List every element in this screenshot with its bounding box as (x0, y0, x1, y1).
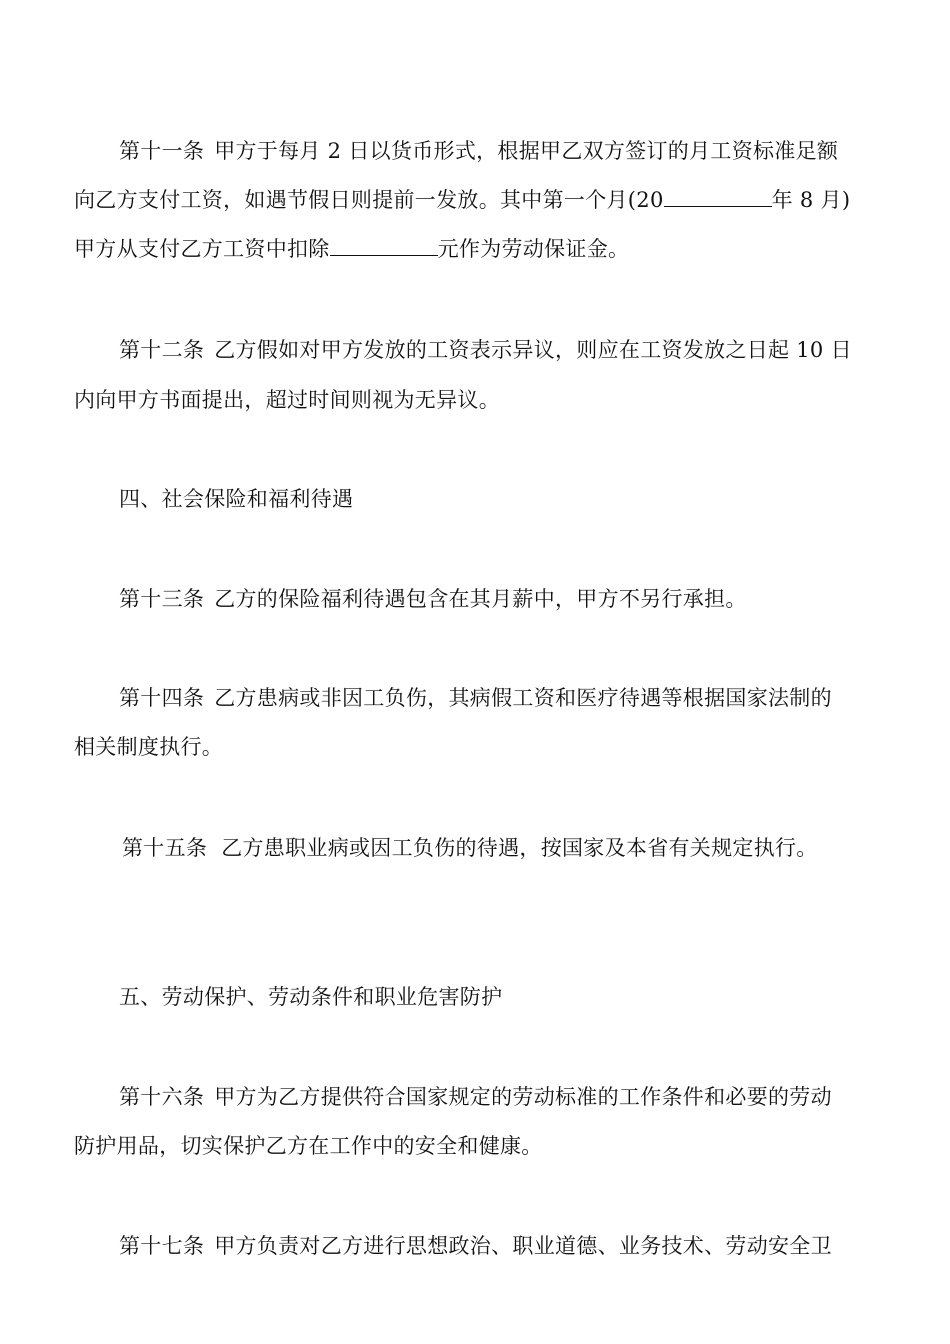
article-17-line-1 (119, 1231, 880, 1261)
article-16-line-1 (119, 1082, 880, 1112)
article-16-text-2: 防护用品，切实保护乙方在工作中的安全和健康。 (74, 1134, 543, 1158)
article-14-line-1 (119, 683, 880, 713)
article-11-line-3 (74, 234, 880, 264)
article-12-text-2: 内向甲方书面提出，超过时间则视为无异议。 (74, 388, 500, 412)
article-12-line-2 (74, 385, 880, 415)
article-14-text-1: 乙方患病或非因工负伤，其病假工资和医疗待遇等根据国家法制的 (214, 686, 832, 710)
article-12-text-1: 乙方假如对甲方发放的工资表示异议，则应在工资发放之日起 10 日 (214, 338, 852, 362)
article-12-label: 第十二条 (119, 338, 205, 362)
section-4-heading (119, 484, 880, 514)
section-4-title: 四、社会保险和福利待遇 (119, 487, 354, 511)
article-16-line-2 (74, 1131, 880, 1161)
article-13-label: 第十三条 (119, 587, 205, 611)
year-blank-field[interactable] (664, 186, 772, 207)
article-11-label: 第十一条 (119, 139, 205, 163)
article-14-line-2 (74, 732, 880, 762)
section-5-title: 五、劳动保护、劳动条件和职业危害防护 (119, 985, 503, 1009)
article-13-line (119, 584, 880, 614)
deposit-amount-blank-field[interactable] (330, 235, 438, 256)
article-17-label: 第十七条 (119, 1234, 205, 1258)
article-11-text-3a: 甲方从支付乙方工资中扣除 (74, 237, 330, 261)
article-11-text-2b: 年 8 月) (771, 188, 851, 212)
article-13-text: 乙方的保险福利待遇包含在其月薪中，甲方不另行承担。 (214, 587, 747, 611)
article-11-line-1 (119, 136, 880, 166)
article-17-text-1: 甲方负责对乙方进行思想政治、职业道德、业务技术、劳动安全卫 (214, 1234, 832, 1258)
article-15-line (122, 833, 880, 863)
article-14-text-2: 相关制度执行。 (74, 735, 224, 759)
article-15-label: 第十五条 (122, 836, 208, 860)
article-16-text-1: 甲方为乙方提供符合国家规定的劳动标准的工作条件和必要的劳动 (214, 1085, 832, 1109)
article-11-line-2 (74, 185, 880, 215)
article-11-text-2a: 向乙方支付工资，如遇节假日则提前一发放。其中第一个月(20 (74, 188, 664, 212)
section-5-heading (119, 982, 880, 1012)
article-16-label: 第十六条 (119, 1085, 205, 1109)
article-12-line-1 (119, 335, 880, 365)
article-15-text: 乙方患职业病或因工负伤的待遇，按国家及本省有关规定执行。 (221, 836, 818, 860)
article-11-text-1: 甲方于每月 2 日以货币形式，根据甲乙双方签订的月工资标准足额 (214, 139, 839, 163)
article-11-text-3b: 元作为劳动保证金。 (437, 237, 630, 261)
article-14-label: 第十四条 (119, 686, 205, 710)
